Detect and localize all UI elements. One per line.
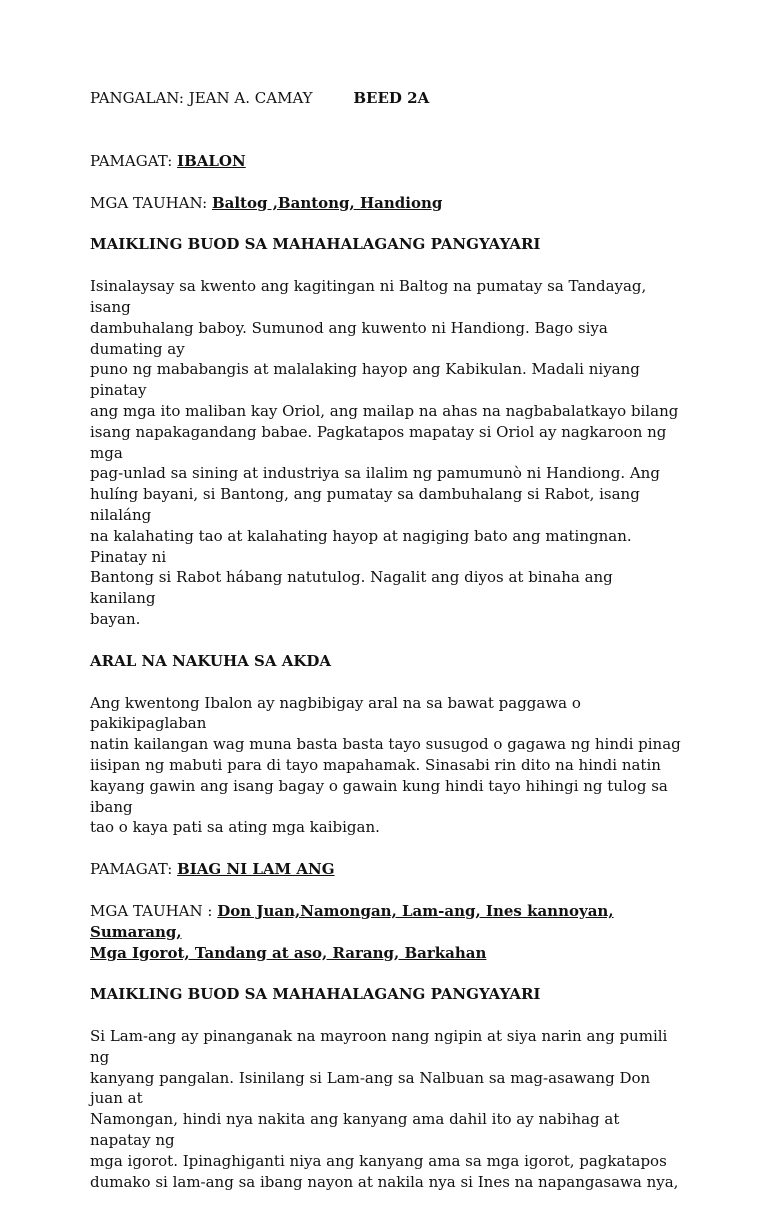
- story1-lesson-heading: ARAL NA NAKUHA SA AKDA: [90, 651, 332, 670]
- story2-title: [90, 859, 682, 880]
- story1-title-value: IBALON: [177, 151, 246, 170]
- story1-lesson: Ang kwentong Ibalon ay nagbibigay aral na sa bawat paggawa o pakikipaglaban natin kailangan wag muna basta basta tayo susugod o gagawa ng hindi pinag iisipan ng mabuti para di tayo mapahamak. Sinasabi rin dito na hindi natin kayang gawin ang isang bagay o gawain kung hindi tayo hihingi ng tulog sa ibang tao o kaya pati sa ating mga kaibigan.: [90, 693, 681, 837]
- name-label: PANGALAN:: [90, 89, 184, 107]
- story1-characters-value: Baltog ,Bantong, Handiong: [211, 193, 443, 212]
- story1-title-label: PAMAGAT:: [90, 151, 173, 170]
- course-value: BEED 2A: [353, 89, 430, 107]
- story2-summary-heading: MAIKLING BUOD SA MAHAHALAGANG PANGYAYARI: [90, 985, 541, 1004]
- story1-summary-heading: MAIKLING BUOD SA MAHAHALAGANG PANGYAYARI: [90, 235, 541, 254]
- story1-characters: [90, 193, 682, 214]
- story1-title: [90, 151, 682, 172]
- story1-summary: Isinalaysay sa kwento ang kagitingan ni Baltog na pumatay sa Tandayag, isang dambuhalang baboy. Sumunod ang kuwento ni Handiong. Bago siya dumating ay puno ng mababangis at malalaking hayop ang Kabikulan. Madali niyang pinatay ang mga ito maliban kay Oriol, ang mailap na ahas na nagbabalatkayo bilang isang napakagandang babae. Pagkatapos mapatay si Oriol ay nagkaroon ng mga pag-unlad sa sining at industriya sa ilalim ng pamumunò ni Handiong. Ang hulíng bayani, si Bantong, ang pumatay sa dambuhalang si Rabot, isang nilaláng na kalahating tao at kalahating hayop at nagiging bato ang matingnan. Pinatay ni Bantong si Rabot hábang natutulog. Nagalit ang diyos at binaha ang kanilang bayan.: [90, 277, 679, 628]
- story2-characters-label: MGA TAUHAN :: [90, 901, 213, 920]
- story2-characters-value: Don Juan,Namongan, Lam-ang, Ines kannoyan, Sumarang, Mga Igorot, Tandang at aso, Rarang, Barkahan: [90, 901, 614, 962]
- story1-characters-label: MGA TAUHAN:: [90, 193, 208, 212]
- story2-characters: [90, 901, 682, 963]
- story2-title-value: BIAG NI LAM ANG: [177, 860, 335, 879]
- name-value: JEAN A. CAMAY: [188, 89, 313, 107]
- student-header: [90, 88, 682, 109]
- document-page: [90, 88, 682, 1213]
- story2-summary: Si Lam-ang ay pinanganak na mayroon nang ngipin at siya narin ang pumili ng kanyang pangalan. Isinilang si Lam-ang sa Nalbuan sa mag-asawang Don juan at Namongan, hindi nya nakita ang kanyang ama dahil ito ay nabihag at napatay ng mga igorot. Ipinaghiganti niya ang kanyang ama sa mga igorot, pagkatapos dumako si lam-ang sa ibang nayon at nakila nya si Ines na napangasawa nya,: [90, 1027, 679, 1191]
- story2-title-label: PAMAGAT:: [90, 860, 173, 879]
